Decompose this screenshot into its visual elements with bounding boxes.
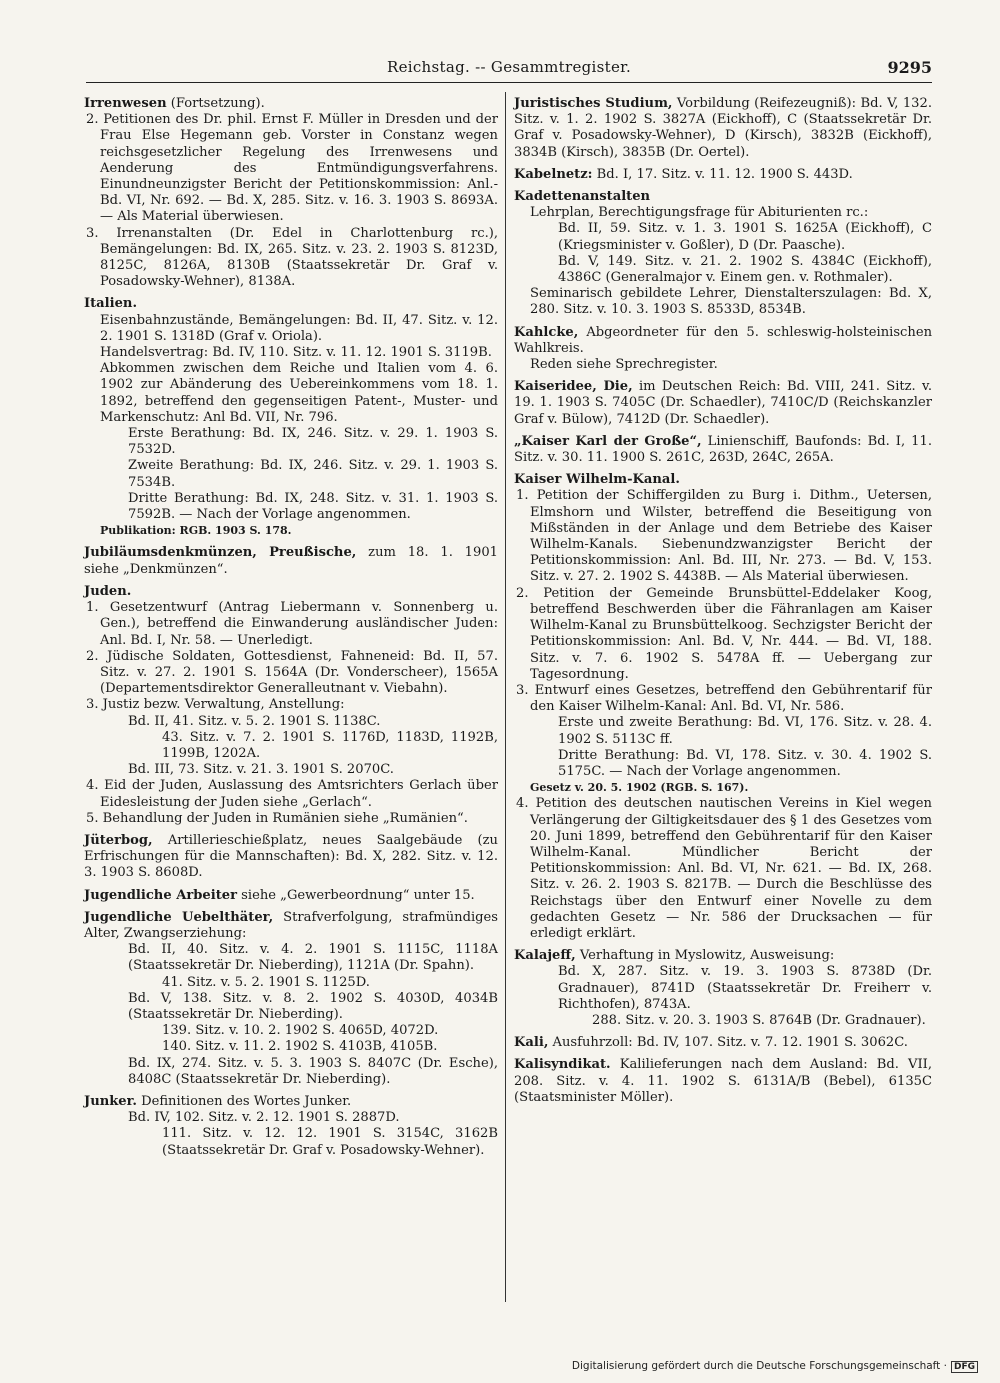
entry-reference: Bd. II, 59. Sitz. v. 1. 3. 1901 S. 1625A (Eickhoff), C (Kriegsminister v. Goßler), D (Dr. Paasche).	[558, 221, 932, 253]
entry-heading-line	[84, 96, 498, 112]
index-entry	[84, 545, 498, 577]
entry-line: 3. Justiz bezw. Verwaltung, Anstellung:	[86, 697, 345, 713]
entry-heading-line	[84, 1094, 498, 1110]
entry-heading-line	[514, 379, 932, 428]
entry-heading-line	[514, 325, 932, 357]
footer-text: Digitalisierung gefördert durch die Deutsche Forschungsgemeinschaft ·	[571, 1360, 947, 1372]
index-entry	[514, 379, 932, 428]
entry-text: Strafverfolgung, strafmündiges Alter, Zwangserziehung:	[84, 909, 498, 941]
index-entry	[514, 189, 932, 319]
entry-line: 4. Petition des deutschen nautischen Vereins in Kiel wegen Verlängerung der Giltigkeitsdauer des § 1 des Gesetzes vom 20. Juni 1899, betreffend den Gebührentarif für den Kaiser Wilhelm-Kanal. Mündlicher Bericht der Petitionskommission: Anl. Bd. VI, Nr. 621. — Bd. IX, 268. Sitz. v. 26. 2. 1903 S. 8217B. — Durch die Beschlüsse des Reichstags über den Entwurf einer Novelle zu dem gedachten Gesetz — Nr. 586 der Drucksachen — für erledigt erklärt.	[516, 796, 932, 941]
entry-heading-line	[84, 888, 498, 904]
index-entry	[84, 584, 498, 827]
publication-note: Publikation: RGB. 1903 S. 178.	[100, 524, 292, 538]
entry-heading-line	[84, 545, 498, 577]
entry-headword: Juristisches Studium,	[514, 96, 673, 111]
entry-reference: Bd. V, 149. Sitz. v. 21. 2. 1902 S. 4384C (Eickhoff), 4386C (Generalmajor v. Einem gen. v. Rothmaler).	[558, 253, 932, 286]
right-column	[514, 96, 932, 1112]
entry-text: Ausfuhrzoll: Bd. IV, 107. Sitz. v. 7. 12. 1901 S. 3062C.	[548, 1035, 908, 1051]
entry-text: Kalilieferungen nach dem Ausland: Bd. VII, 208. Sitz. v. 4. 11. 1902 S. 6131A/B (Bebel), 6135C (Staatsminister Möller).	[514, 1057, 932, 1105]
entry-reference: Bd. V, 138. Sitz. v. 8. 2. 1902 S. 4030D, 4034B (Staatssekretär Dr. Nieberding).	[128, 990, 498, 1022]
entry-text: Artillerieschießplatz, neues Saalgebäude (zu Erfrischungen für die Mannschaften): Bd. X, 282. Sitz. v. 12. 3. 1903 S. 8608D.	[84, 832, 498, 881]
index-entry	[84, 888, 498, 904]
entry-headword: Jugendliche Arbeiter	[84, 887, 238, 903]
entry-heading-line	[514, 96, 932, 161]
entry-reference: Erste und zweite Berathung: Bd. VI, 176. Sitz. v. 28. 4. 1902 S. 5113C ff.	[558, 715, 932, 747]
entry-heading-line	[514, 948, 932, 964]
entry-headword: Jubiläumsdenkmünzen, Preußische,	[84, 545, 357, 561]
entry-text: Verhaftung in Myslowitz, Ausweisung:	[575, 948, 835, 964]
header-rule	[86, 82, 932, 83]
entry-heading-line	[514, 189, 932, 205]
entry-line: 1. Petition der Schiffergilden zu Burg i. Dithm., Uetersen, Elmshorn und Wilster, betreffend die Beseitigung von Mißständen in der Anlage und dem Betriebe des Kaiser Wilhelm-Kanals. Siebenundzwanzigster Bericht der Petitionskommission: Anl. Bd. III, Nr. 273. — Bd. V, 153. Sitz. v. 27. 2. 1902 S. 4438B. — Als Material überwiesen.	[516, 488, 932, 585]
entry-headword: Jugendliche Uebelthäter,	[84, 909, 274, 925]
entry-reference: Dritte Berathung: Bd. VI, 178. Sitz. v. 30. 4. 1902 S. 5175C. — Nach der Vorlage angenommen.	[558, 747, 932, 779]
entry-line: Handelsvertrag: Bd. IV, 110. Sitz. v. 11. 12. 1901 S. 3119B.	[100, 345, 492, 361]
entry-reference: Bd. II, 41. Sitz. v. 5. 2. 1901 S. 1138C.	[128, 713, 381, 729]
entry-reference: Bd. IV, 102. Sitz. v. 2. 12. 1901 S. 2887D.	[128, 1110, 400, 1126]
entry-headword: Junker.	[84, 1093, 137, 1109]
entry-heading-line	[84, 584, 498, 600]
entry-text: Bd. I, 17. Sitz. v. 11. 12. 1900 S. 443D.	[592, 166, 853, 182]
entry-headword: Italien.	[84, 296, 138, 312]
entry-heading-line	[514, 434, 932, 466]
entry-reference: 288. Sitz. v. 20. 3. 1903 S. 8764B (Dr. Gradnauer).	[592, 1012, 926, 1028]
index-entry	[514, 434, 932, 466]
left-column	[84, 96, 498, 1165]
column-divider	[505, 92, 506, 1302]
index-entry	[514, 472, 932, 942]
entry-line: 2. Jüdische Soldaten, Gottesdienst, Fahneneid: Bd. II, 57. Sitz. v. 27. 2. 1901 S. 1564A (Dr. Vonderscheer), 1565A (Departementsdirektor Generalleutnant v. Viebahn).	[86, 648, 498, 697]
index-entry	[514, 96, 932, 161]
entry-heading-line	[84, 296, 498, 312]
index-entry	[514, 948, 932, 1029]
entry-line: 4. Eid der Juden, Auslassung des Amtsrichters Gerlach über Eidesleistung der Juden siehe „Gerlach“.	[86, 778, 498, 810]
entry-text: Vorbildung (Reifezeugniß): Bd. V, 132. Sitz. v. 1. 2. 1902 S. 3827A (Eickhoff), C (Staatssekretär Dr. Graf v. Posadowsky-Wehner), D (Kirsch), 3832B (Eickhoff), 3834B (Kirsch), 3835B (Dr. Oertel).	[514, 96, 932, 160]
running-title: Reichstag. -- Gesammtregister.	[386, 58, 632, 76]
index-entry	[514, 325, 932, 374]
entry-line: 2. Petition der Gemeinde Brunsbüttel-Eddelaker Koog, betreffend Beschwerden über die Fähranlagen am Kaiser Wilhelm-Kanal zu Brunsbüttelkoog. Sechzigster Bericht der Petitionskommission: Anl. Bd. V, Nr. 444. — Bd. VI, 188. Sitz. v. 7. 6. 1902 S. 5478A ff. — Uebergang zur Tagesordnung.	[516, 585, 932, 682]
entry-line: Reden siehe Sprechregister.	[530, 357, 718, 373]
entry-reference: Bd. IX, 274. Sitz. v. 5. 3. 1903 S. 8407C (Dr. Esche), 8408C (Staatssekretär Dr. Nieberding).	[128, 1055, 498, 1087]
entry-reference: 43. Sitz. v. 7. 2. 1901 S. 1176D, 1183D, 1192B, 1199B, 1202A.	[162, 729, 498, 761]
entry-headword: Kabelnetz:	[514, 166, 593, 182]
entry-reference: Erste Berathung: Bd. IX, 246. Sitz. v. 29. 1. 1903 S. 7532D.	[128, 426, 498, 458]
entry-heading-line	[514, 1035, 932, 1051]
entry-text: Abgeordneter für den 5. schleswig-holsteinischen Wahlkreis.	[514, 324, 932, 356]
entry-headword: Jüterbog,	[84, 832, 153, 848]
entry-headword: „Kaiser Karl der Große“,	[514, 433, 702, 449]
index-entry	[84, 96, 498, 290]
entry-heading-line	[84, 833, 498, 882]
index-entry	[84, 1094, 498, 1159]
entry-reference: Bd. III, 73. Sitz. v. 21. 3. 1901 S. 2070C.	[128, 762, 394, 778]
entry-heading-line	[514, 167, 932, 183]
page-header	[86, 58, 932, 80]
entry-headword: Kadettenanstalten	[514, 189, 651, 205]
dfg-logo: DFG	[951, 1361, 978, 1373]
index-entry	[84, 910, 498, 1088]
entry-headword: Kahlcke,	[514, 324, 579, 340]
entry-reference: 139. Sitz. v. 10. 2. 1902 S. 4065D, 4072D.	[162, 1023, 439, 1039]
entry-reference: 111. Sitz. v. 12. 12. 1901 S. 3154C, 3162B (Staatssekretär Dr. Graf v. Posadowsky-Wehner).	[162, 1126, 498, 1158]
entry-text: siehe „Gewerbeordnung“ unter 15.	[237, 887, 475, 903]
entry-text: (Fortsetzung).	[166, 96, 265, 111]
entry-headword: Kalajeff,	[514, 948, 576, 964]
index-entry	[514, 1035, 932, 1051]
entry-headword: Irrenwesen	[84, 96, 167, 111]
entry-text: Linienschiff, Baufonds: Bd. I, 11. Sitz. v. 30. 11. 1900 S. 261C, 263D, 264C, 265A.	[514, 433, 933, 466]
entry-text: im Deutschen Reich: Bd. VIII, 241. Sitz. v. 19. 1. 1903 S. 7405C (Dr. Schaedler), 7410C/D (Reichskanzler Graf v. Bülow), 7412D (Dr. Schaedler).	[514, 379, 932, 427]
entry-line: 3. Irrenanstalten (Dr. Edel in Charlottenburg rc.), Bemängelungen: Bd. IX, 265. Sitz. v. 23. 2. 1903 S. 8123D, 8125C, 8126A, 8130B (Staatssekretär Dr. Graf v. Posadowsky-Wehner), 8138A.	[86, 225, 498, 290]
entry-line: 5. Behandlung der Juden in Rumänien siehe „Rumänien“.	[86, 810, 468, 826]
entry-line: Abkommen zwischen dem Reiche und Italien vom 4. 6. 1902 zur Abänderung des Uebereinkommens vom 18. 1. 1892, betreffend den gegenseitigen Patent-, Muster- und Markenschutz: Anl Bd. VII, Nr. 796.	[100, 361, 498, 425]
entry-headword: Juden.	[84, 583, 132, 599]
entry-reference: Dritte Berathung: Bd. IX, 248. Sitz. v. 31. 1. 1903 S. 7592B. — Nach der Vorlage angenommen.	[128, 490, 498, 523]
entry-line: Eisenbahnzustände, Bemängelungen: Bd. II, 47. Sitz. v. 12. 2. 1901 S. 1318D (Graf v. Oriola).	[100, 312, 498, 344]
entry-heading-line	[514, 472, 932, 488]
entry-reference: Bd. II, 40. Sitz. v. 4. 2. 1901 S. 1115C, 1118A (Staatssekretär Dr. Nieberding), 1121A (Dr. Spahn).	[128, 942, 498, 974]
entry-reference: 41. Sitz. v. 5. 2. 1901 S. 1125D.	[162, 974, 370, 990]
entry-headword: Kaiseridee, Die,	[514, 379, 633, 395]
entry-line: 2. Petitionen des Dr. phil. Ernst F. Müller in Dresden und der Frau Else Hegemann geb. Vorster in Constanz wegen reichsgesetzlicher Regelung des Irrenwesens und Aenderung des Entmündigungsverfahrens. Einundneunzigster Bericht der Petitionskommission: Anl.-Bd. VI, Nr. 692. — Bd. X, 285. Sitz. v. 16. 3. 1903 S. 8693A. — Als Material überwiesen.	[86, 112, 498, 225]
entry-line: Seminarisch gebildete Lehrer, Dienstalterszulagen: Bd. X, 280. Sitz. v. 10. 3. 1903 S. 8533D, 8534B.	[530, 286, 932, 318]
entry-text: Definitionen des Wortes Junker.	[136, 1093, 352, 1109]
footer-credit	[572, 1360, 978, 1373]
entry-line: Lehrplan, Berechtigungsfrage für Abiturienten rc.:	[530, 205, 869, 221]
entry-heading-line	[514, 1057, 932, 1106]
page-number: 9295	[887, 58, 932, 77]
entry-headword: Kaiser Wilhelm-Kanal.	[514, 472, 680, 488]
entry-headword: Kali,	[514, 1035, 549, 1051]
publication-note: Gesetz v. 20. 5. 1902 (RGB. S. 167).	[530, 781, 749, 795]
entry-line: 3. Entwurf eines Gesetzes, betreffend den Gebührentarif für den Kaiser Wilhelm-Kanal: Anl. Bd. VI, Nr. 586.	[516, 682, 932, 715]
entry-reference: Zweite Berathung: Bd. IX, 246. Sitz. v. 29. 1. 1903 S. 7534B.	[128, 458, 498, 490]
entry-heading-line	[84, 910, 498, 942]
entry-reference: 140. Sitz. v. 11. 2. 1902 S. 4103B, 4105B.	[162, 1039, 438, 1055]
index-entry	[84, 296, 498, 539]
index-entry	[514, 167, 932, 183]
entry-line: 1. Gesetzentwurf (Antrag Liebermann v. Sonnenberg u. Gen.), betreffend die Einwanderung ausländischer Juden: Anl. Bd. I, Nr. 58. — Unerledigt.	[86, 600, 498, 648]
entry-reference: Bd. X, 287. Sitz. v. 19. 3. 1903 S. 8738D (Dr. Gradnauer), 8741D (Staatssekretär Dr. Freiherr v. Richthofen), 8743A.	[558, 964, 932, 1012]
entry-text: zum 18. 1. 1901 siehe „Denkmünzen“.	[84, 545, 498, 577]
index-entry	[84, 833, 498, 882]
index-entry	[514, 1057, 932, 1106]
entry-headword: Kalisyndikat.	[514, 1057, 611, 1073]
